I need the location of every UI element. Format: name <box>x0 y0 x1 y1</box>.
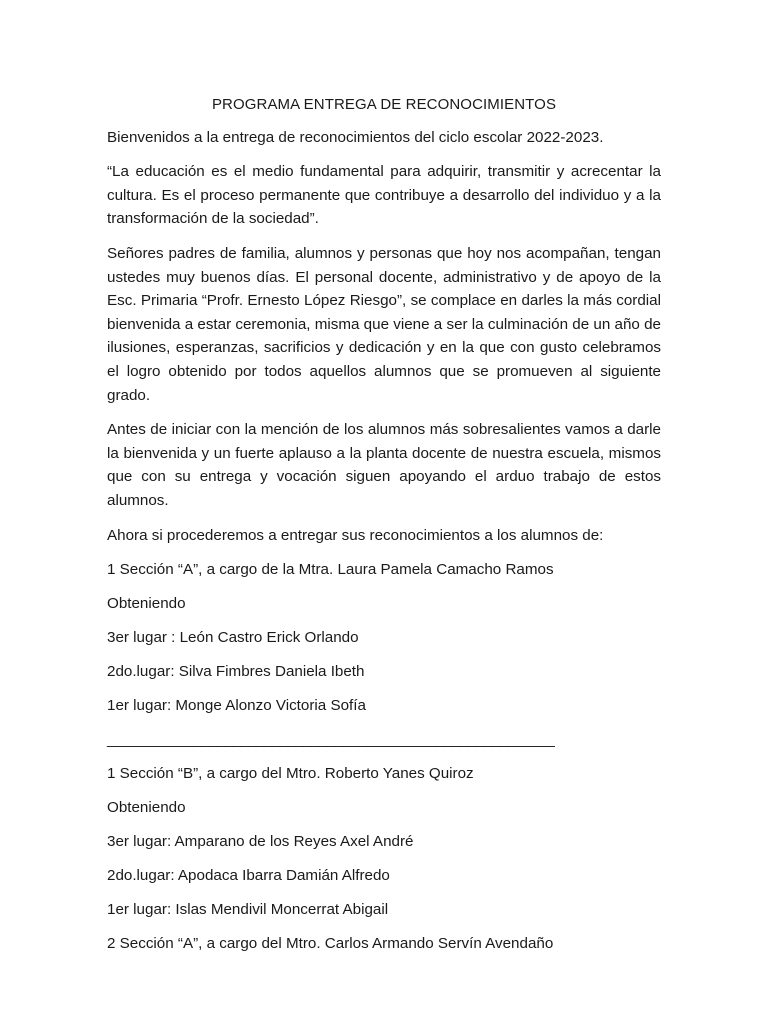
section-a-heading: 1 Sección “A”, a cargo de la Mtra. Laura Pamela Camacho Ramos <box>107 560 554 578</box>
document-page <box>107 93 661 966</box>
separator-line: _________________________________________________________ <box>107 730 555 748</box>
section-c-heading: 2 Sección “A”, a cargo del Mtro. Carlos Armando Servín Avendaño <box>107 934 554 952</box>
section-b-third-place: 3er lugar: Amparano de los Reyes Axel André <box>107 832 414 850</box>
section-a-obteniendo: Obteniendo <box>107 594 186 612</box>
section-a-first-place: 1er lugar: Monge Alonzo Victoria Sofía <box>107 696 366 714</box>
greeting-paragraph: Señores padres de familia, alumnos y personas que hoy nos acompañan, tengan ustedes muy buenos días. El personal docente, administrativo y de apoyo de la Esc. Primaria “Profr. Ernesto López Riesgo”, se complace en darles la más cordial bienvenida a estar ceremonia, misma que viene a ser la culminación de un año de ilusiones, esperanzas, sacrificios y dedicación y en la que con gusto celebramos el logro obtenido por todos aquellos alumnos que se promueven al siguiente grado. <box>107 244 661 404</box>
quote-paragraph: “La educación es el medio fundamental para adquirir, transmitir y acrecentar la cultura. Es el proceso permanente que contribuye a desarrollo del individuo y a la transformación de la sociedad”. <box>107 163 661 228</box>
section-b-first-place: 1er lugar: Islas Mendivil Moncerrat Abigail <box>107 900 389 918</box>
section-a-second-place: 2do.lugar: Silva Fimbres Daniela Ibeth <box>107 662 365 680</box>
section-a-third-place: 3er lugar : León Castro Erick Orlando <box>107 628 359 646</box>
intro-awards-line: Ahora si procederemos a entregar sus reconocimientos a los alumnos de: <box>107 526 604 544</box>
section-b-heading: 1 Sección “B”, a cargo del Mtro. Roberto Yanes Quiroz <box>107 764 474 782</box>
section-b-obteniendo: Obteniendo <box>107 798 186 816</box>
teachers-paragraph: Antes de iniciar con la mención de los alumnos más sobresalientes vamos a darle la bienvenida y un fuerte aplauso a la planta docente de nuestra escuela, mismos que con su entrega y vocación siguen apoyando el arduo trabajo de estos alumnos. <box>107 421 661 509</box>
welcome-paragraph: Bienvenidos a la entrega de reconocimientos del ciclo escolar 2022-2023. <box>107 128 604 146</box>
document-title: PROGRAMA ENTREGA DE RECONOCIMIENTOS <box>211 96 557 113</box>
section-b-second-place: 2do.lugar: Apodaca Ibarra Damián Alfredo <box>107 866 390 884</box>
